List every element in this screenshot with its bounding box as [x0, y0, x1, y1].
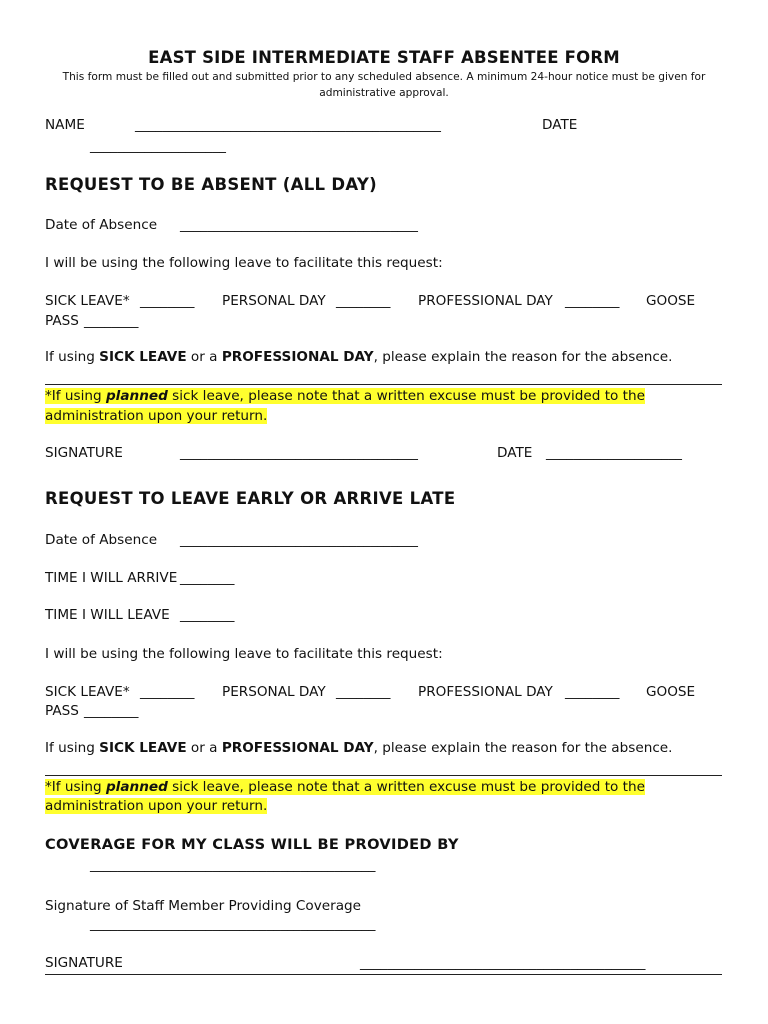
all-day-signature-field[interactable]: ___________________________________ [180, 445, 418, 461]
time-leave-field[interactable]: ________ [180, 607, 235, 623]
early-late-explain-reason [45, 740, 673, 756]
name-field[interactable]: _____________________________________________ [135, 117, 441, 133]
note-rest: sick leave, please note that a written excuse must be provided to the [167, 779, 645, 795]
staff-signature-label: Signature of Staff Member Providing Coverage [45, 898, 362, 914]
all-day-leave-prompt: I will be using the following leave to facilitate this request: [45, 255, 443, 271]
early-late-date-of-absence-label: Date of Absence [45, 532, 158, 548]
early-late-personal-day-field[interactable]: ________ [336, 684, 391, 700]
form-intro: This form must be filled out and submitted prior to any scheduled absence. A minimum 24-hour notice must be given for administrative approval. [62, 71, 706, 99]
date-field[interactable]: ____________________ [90, 138, 226, 154]
explain-pre: If using [45, 349, 100, 365]
form-title: EAST SIDE INTERMEDIATE STAFF ABSENTEE FORM [148, 48, 620, 67]
all-day-explain-reason [45, 349, 673, 365]
final-signature-field[interactable]: __________________________________________ [360, 955, 646, 971]
note-rest: sick leave, please note that a written excuse must be provided to the [167, 388, 645, 404]
all-day-reason-line[interactable] [45, 384, 722, 385]
early-late-professional-day-label: PROFESSIONAL DAY [418, 684, 553, 700]
all-day-sick-leave-label: SICK LEAVE* [45, 293, 130, 309]
note-line2: administration upon your return. [45, 798, 268, 814]
all-day-date-of-absence-label: Date of Absence [45, 217, 158, 233]
early-late-sick-leave-label: SICK LEAVE* [45, 684, 130, 700]
early-late-pass-label: PASS [45, 703, 79, 719]
all-day-sick-leave-note [45, 388, 645, 404]
name-label: NAME [45, 117, 85, 133]
time-leave-label: TIME I WILL LEAVE [45, 607, 170, 623]
all-day-signature-label: SIGNATURE [45, 445, 123, 461]
early-late-professional-day-field[interactable]: ________ [565, 684, 620, 700]
note-line2: administration upon your return. [45, 408, 268, 424]
early-late-date-of-absence-field[interactable]: ___________________________________ [180, 532, 418, 548]
all-day-date-label: DATE [497, 445, 533, 461]
early-late-goose-label: GOOSE [646, 684, 696, 700]
final-signature-label: SIGNATURE [45, 955, 123, 971]
note-star: *If using [45, 388, 106, 404]
early-late-reason-line[interactable] [45, 775, 722, 776]
bottom-rule [45, 974, 722, 975]
coverage-field[interactable]: __________________________________________ [90, 857, 376, 873]
explain-sick-leave: SICK LEAVE [99, 740, 187, 756]
explain-professional-day: PROFESSIONAL DAY [221, 740, 374, 756]
explain-sick-leave: SICK LEAVE [99, 349, 187, 365]
early-late-heading: REQUEST TO LEAVE EARLY OR ARRIVE LATE [45, 489, 456, 508]
all-day-heading: REQUEST TO BE ABSENT (ALL DAY) [45, 175, 377, 194]
early-late-personal-day-label: PERSONAL DAY [222, 684, 326, 700]
all-day-date-field[interactable]: ____________________ [546, 445, 682, 461]
early-late-sick-leave-note [45, 779, 645, 795]
all-day-date-of-absence-field[interactable]: ___________________________________ [180, 217, 418, 233]
explain-mid: or a [186, 740, 222, 756]
all-day-personal-day-label: PERSONAL DAY [222, 293, 326, 309]
staff-signature-field[interactable]: __________________________________________ [90, 916, 376, 932]
coverage-heading: COVERAGE FOR MY CLASS WILL BE PROVIDED BY [45, 836, 459, 853]
early-late-goose-pass-field[interactable]: ________ [84, 703, 139, 719]
all-day-professional-day-field[interactable]: ________ [565, 293, 620, 309]
date-label: DATE [542, 117, 578, 133]
early-late-sick-leave-note-line2 [45, 798, 267, 814]
all-day-sick-leave-note-line2 [45, 408, 267, 424]
explain-post: , please explain the reason for the absence. [373, 349, 673, 365]
explain-post: , please explain the reason for the absence. [373, 740, 673, 756]
note-planned: planned [105, 779, 168, 795]
all-day-goose-pass-field[interactable]: ________ [84, 313, 139, 329]
explain-mid: or a [186, 349, 222, 365]
all-day-sick-leave-field[interactable]: ________ [140, 293, 195, 309]
explain-pre: If using [45, 740, 100, 756]
early-late-sick-leave-field[interactable]: ________ [140, 684, 195, 700]
time-arrive-label: TIME I WILL ARRIVE [45, 570, 178, 586]
note-planned: planned [105, 388, 168, 404]
time-arrive-field[interactable]: ________ [180, 570, 235, 586]
all-day-personal-day-field[interactable]: ________ [336, 293, 391, 309]
all-day-goose-label: GOOSE [646, 293, 696, 309]
all-day-pass-label: PASS [45, 313, 79, 329]
all-day-professional-day-label: PROFESSIONAL DAY [418, 293, 553, 309]
early-late-leave-prompt: I will be using the following leave to facilitate this request: [45, 646, 443, 662]
explain-professional-day: PROFESSIONAL DAY [221, 349, 374, 365]
note-star: *If using [45, 779, 106, 795]
